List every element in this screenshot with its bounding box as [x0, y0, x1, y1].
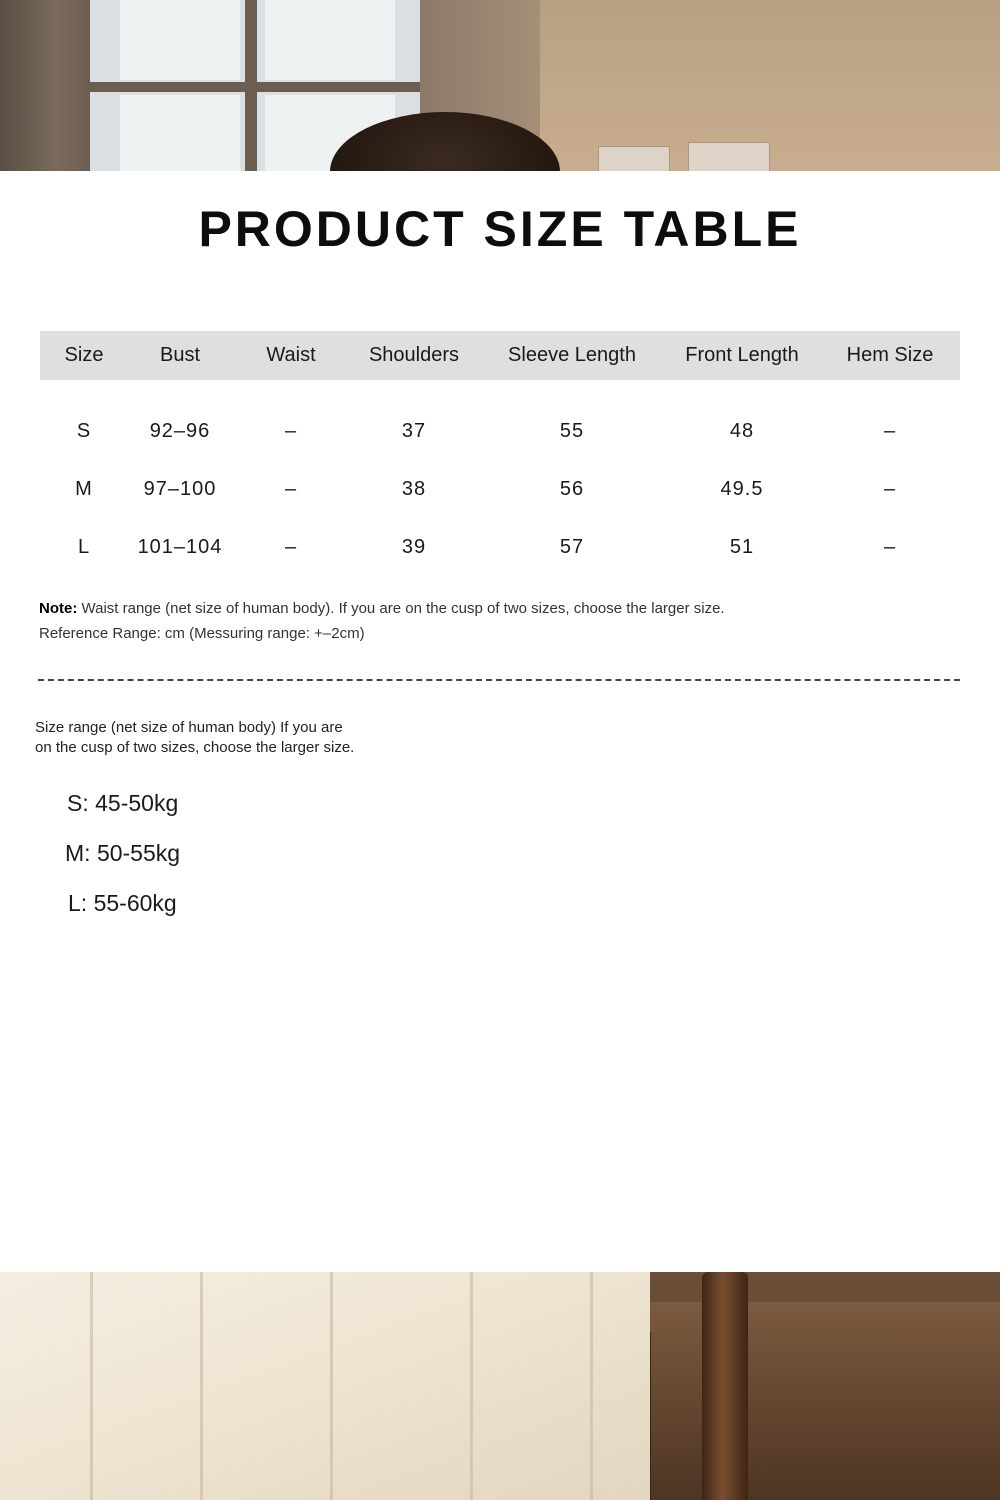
table-cell: – [883, 478, 897, 500]
header-hem-size: Hem Size [846, 344, 934, 366]
table-cell: 57 [559, 536, 585, 558]
dashed-divider [38, 679, 960, 681]
dress-skirt [0, 1272, 650, 1500]
table-cell: 56 [559, 478, 585, 500]
table-cell: 38 [401, 478, 427, 500]
wall-switch [598, 146, 670, 171]
weight-l: L: 55-60kg [68, 890, 177, 916]
table-cell: – [284, 420, 298, 442]
size-range-line: Size range (net size of human body) If you are [35, 719, 343, 736]
table-cell: 49.5 [720, 478, 764, 500]
table-cell: – [284, 478, 298, 500]
size-range-text [35, 718, 375, 758]
dress-fold [90, 1272, 93, 1500]
header-sleeve-length: Sleeve Length [508, 344, 636, 366]
table-cell: – [883, 420, 897, 442]
header-front-length: Front Length [685, 344, 799, 366]
window-pane [120, 95, 240, 171]
chair-leg [702, 1272, 748, 1500]
window-pane [265, 0, 395, 80]
curtain-left [0, 0, 95, 171]
table-cell: 37 [401, 420, 427, 442]
size-note [39, 596, 725, 646]
header-bust: Bust [159, 344, 201, 366]
table-cell: 55 [559, 420, 585, 442]
window-pane [120, 0, 240, 80]
wood-floor [640, 1302, 1000, 1500]
wall-switch [688, 142, 770, 171]
table-cell: 51 [729, 536, 755, 558]
dress-fold [590, 1272, 593, 1500]
note-label: Note: [39, 600, 78, 617]
dress-fold [330, 1272, 333, 1500]
table-cell: 39 [401, 536, 427, 558]
header-waist: Waist [266, 344, 316, 366]
size-range-line: on the cusp of two sizes, choose the larger size. [35, 739, 355, 756]
table-cell: 92–96 [149, 420, 211, 442]
note-text: Waist range (net size of human body). If you are on the cusp of two sizes, choose the larger size. [81, 600, 725, 617]
table-cell: – [284, 536, 298, 558]
weight-m: M: 50-55kg [65, 840, 181, 866]
window-frame [90, 82, 420, 92]
top-product-photo [0, 0, 1000, 171]
table-cell: L [77, 536, 91, 558]
table-cell: 97–100 [143, 478, 217, 500]
table-cell: M [75, 478, 93, 500]
table-cell: S [76, 420, 92, 442]
table-cell: 48 [729, 420, 755, 442]
dress-fold [470, 1272, 473, 1500]
weight-s: S: 45-50kg [67, 790, 179, 816]
bottom-product-photo [0, 1272, 1000, 1500]
reference-range: Reference Range: cm (Messuring range: +–2cm) [39, 625, 365, 642]
page-title: PRODUCT SIZE TABLE [198, 201, 802, 257]
header-shoulders: Shoulders [368, 344, 460, 366]
header-size: Size [64, 344, 104, 366]
dress-fold [200, 1272, 203, 1500]
table-cell: 101–104 [137, 536, 223, 558]
table-cell: – [883, 536, 897, 558]
